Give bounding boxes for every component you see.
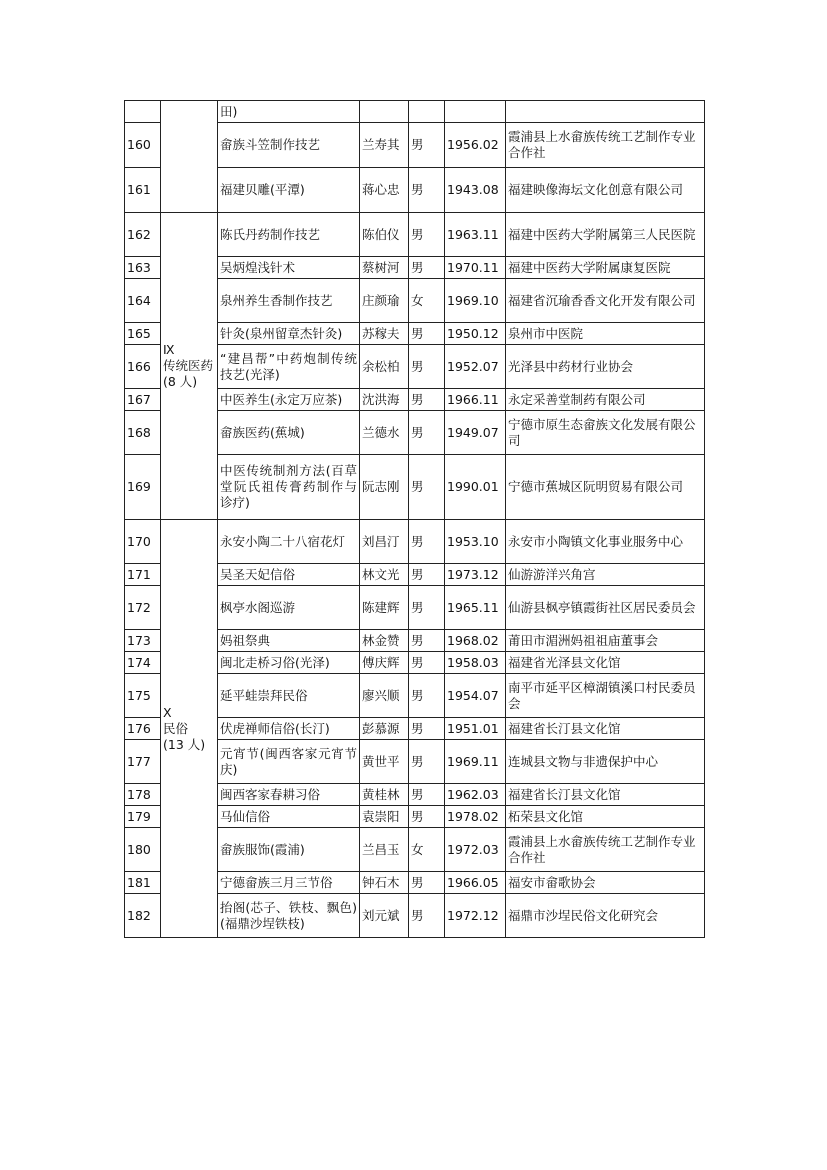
gender: 男 — [409, 257, 445, 279]
category-numeral: Ⅸ — [163, 342, 175, 357]
project-name: 畲族医药(蕉城) — [218, 411, 360, 455]
birth-date — [445, 101, 506, 123]
project-name: 畲族服饰(霞浦) — [218, 828, 360, 872]
inheritor-name: 蔡树河 — [360, 257, 409, 279]
row-number: 161 — [125, 168, 161, 213]
protection-unit: 福建省光泽县文化馆 — [506, 652, 705, 674]
row-number: 176 — [125, 718, 161, 740]
row-number: 163 — [125, 257, 161, 279]
birth-date: 1950.12 — [445, 323, 506, 345]
row-number: 166 — [125, 345, 161, 389]
project-name: 元宵节(闽西客家元宵节庆) — [218, 740, 360, 784]
project-name: 闽北走桥习俗(光泽) — [218, 652, 360, 674]
birth-date: 1966.11 — [445, 389, 506, 411]
gender: 男 — [409, 168, 445, 213]
gender: 男 — [409, 784, 445, 806]
birth-date: 1990.01 — [445, 455, 506, 520]
birth-date: 1978.02 — [445, 806, 506, 828]
inheritor-name: 余松柏 — [360, 345, 409, 389]
protection-unit: 柘荣县文化馆 — [506, 806, 705, 828]
category-cell-medicine — [161, 213, 218, 520]
category-cell-folk — [161, 520, 218, 938]
gender: 女 — [409, 279, 445, 323]
inheritor-name: 兰德水 — [360, 411, 409, 455]
inheritor-name: 林文光 — [360, 564, 409, 586]
inheritor-name: 黄桂林 — [360, 784, 409, 806]
protection-unit: 福建映像海坛文化创意有限公司 — [506, 168, 705, 213]
project-name: 伏虎禅师信俗(长汀) — [218, 718, 360, 740]
category-numeral: Ⅹ — [163, 704, 172, 720]
inheritor-name: 刘元斌 — [360, 894, 409, 938]
birth-date: 1972.03 — [445, 828, 506, 872]
project-name: 延平蛙崇拜民俗 — [218, 674, 360, 718]
gender: 男 — [409, 674, 445, 718]
inheritor-name: 傅庆辉 — [360, 652, 409, 674]
birth-date: 1952.07 — [445, 345, 506, 389]
project-name: 陈氏丹药制作技艺 — [218, 213, 360, 257]
gender: 男 — [409, 323, 445, 345]
protection-unit: 永定采善堂制药有限公司 — [506, 389, 705, 411]
protection-unit: 福建中医药大学附属康复医院 — [506, 257, 705, 279]
row-number: 171 — [125, 564, 161, 586]
row-number: 178 — [125, 784, 161, 806]
gender: 男 — [409, 123, 445, 168]
gender: 男 — [409, 586, 445, 630]
birth-date: 1954.07 — [445, 674, 506, 718]
project-name: 抬阁(芯子、铁枝、飘色)(福鼎沙埕铁枝) — [218, 894, 360, 938]
gender: 男 — [409, 630, 445, 652]
protection-unit: 泉州市中医院 — [506, 323, 705, 345]
project-name: 吴炳煌浅针术 — [218, 257, 360, 279]
inheritor-name — [360, 101, 409, 123]
birth-date: 1943.08 — [445, 168, 506, 213]
birth-date: 1972.12 — [445, 894, 506, 938]
category-name: 民俗 — [163, 720, 189, 736]
birth-date: 1949.07 — [445, 411, 506, 455]
birth-date: 1969.11 — [445, 740, 506, 784]
row-number: 170 — [125, 520, 161, 564]
protection-unit: 福建省长汀县文化馆 — [506, 784, 705, 806]
category-cell-continued — [161, 101, 218, 213]
inheritor-name: 兰昌玉 — [360, 828, 409, 872]
project-name: 闽西客家春耕习俗 — [218, 784, 360, 806]
birth-date: 1956.02 — [445, 123, 506, 168]
row-number: 169 — [125, 455, 161, 520]
gender — [409, 101, 445, 123]
project-name: 中医养生(永定万应茶) — [218, 389, 360, 411]
row-number: 175 — [125, 674, 161, 718]
inheritor-name: 彭慕源 — [360, 718, 409, 740]
table-row — [125, 213, 705, 257]
row-number: 182 — [125, 894, 161, 938]
project-name: 畲族斗笠制作技艺 — [218, 123, 360, 168]
birth-date: 1970.11 — [445, 257, 506, 279]
row-number: 174 — [125, 652, 161, 674]
birth-date: 1969.10 — [445, 279, 506, 323]
row-number: 164 — [125, 279, 161, 323]
gender: 男 — [409, 411, 445, 455]
birth-date: 1966.05 — [445, 872, 506, 894]
protection-unit: 光泽县中药材行业协会 — [506, 345, 705, 389]
gender: 男 — [409, 389, 445, 411]
row-number: 167 — [125, 389, 161, 411]
inheritor-name: 廖兴顺 — [360, 674, 409, 718]
category-count: (13 人) — [163, 736, 206, 752]
inheritor-name: 袁崇阳 — [360, 806, 409, 828]
birth-date: 1963.11 — [445, 213, 506, 257]
row-number: 179 — [125, 806, 161, 828]
project-name: 泉州养生香制作技艺 — [218, 279, 360, 323]
project-name: 田) — [218, 101, 360, 123]
inheritor-name: 兰寿其 — [360, 123, 409, 168]
protection-unit: 宁德市蕉城区阮明贸易有限公司 — [506, 455, 705, 520]
project-name: 福建贝雕(平潭) — [218, 168, 360, 213]
category-count: (8 人) — [163, 374, 198, 389]
protection-unit: 霞浦县上水畲族传统工艺制作专业合作社 — [506, 123, 705, 168]
inheritor-name: 蒋心忠 — [360, 168, 409, 213]
row-number: 165 — [125, 323, 161, 345]
protection-unit: 连城县文物与非遗保护中心 — [506, 740, 705, 784]
gender: 男 — [409, 564, 445, 586]
inheritor-name: 阮志刚 — [360, 455, 409, 520]
inheritor-name: 黄世平 — [360, 740, 409, 784]
gender: 男 — [409, 806, 445, 828]
inheritor-name: 庄颜瑜 — [360, 279, 409, 323]
inheritor-name: 刘昌汀 — [360, 520, 409, 564]
project-name: 中医传统制剂方法(百草堂阮氏祖传膏药制作与诊疗) — [218, 455, 360, 520]
birth-date: 1965.11 — [445, 586, 506, 630]
row-number: 177 — [125, 740, 161, 784]
project-name: 永安小陶二十八宿花灯 — [218, 520, 360, 564]
protection-unit: 福安市畲歌协会 — [506, 872, 705, 894]
protection-unit: 仙游县枫亭镇霞街社区居民委员会 — [506, 586, 705, 630]
protection-unit: 永安市小陶镇文化事业服务中心 — [506, 520, 705, 564]
inheritor-name: 钟石木 — [360, 872, 409, 894]
protection-unit: 仙游游洋兴角宫 — [506, 564, 705, 586]
gender: 男 — [409, 740, 445, 784]
birth-date: 1968.02 — [445, 630, 506, 652]
birth-date: 1973.12 — [445, 564, 506, 586]
gender: 男 — [409, 345, 445, 389]
birth-date: 1953.10 — [445, 520, 506, 564]
gender: 男 — [409, 455, 445, 520]
protection-unit: 福鼎市沙埕民俗文化研究会 — [506, 894, 705, 938]
protection-unit: 莆田市湄洲妈祖祖庙董事会 — [506, 630, 705, 652]
row-number: 168 — [125, 411, 161, 455]
table-row — [125, 101, 705, 123]
protection-unit: 福建中医药大学附属第三人民医院 — [506, 213, 705, 257]
birth-date: 1962.03 — [445, 784, 506, 806]
project-name: 针灸(泉州留章杰针灸) — [218, 323, 360, 345]
row-number: 160 — [125, 123, 161, 168]
inheritor-name: 陈伯仪 — [360, 213, 409, 257]
birth-date: 1951.01 — [445, 718, 506, 740]
project-name: 马仙信俗 — [218, 806, 360, 828]
project-name: “建昌帮”中药炮制传统技艺(光泽) — [218, 345, 360, 389]
protection-unit: 福建省沉瑜香香文化开发有限公司 — [506, 279, 705, 323]
gender: 男 — [409, 872, 445, 894]
row-number: 172 — [125, 586, 161, 630]
row-number: 173 — [125, 630, 161, 652]
protection-unit: 南平市延平区樟湖镇溪口村民委员会 — [506, 674, 705, 718]
protection-unit: 福建省长汀县文化馆 — [506, 718, 705, 740]
inheritor-name: 陈建辉 — [360, 586, 409, 630]
project-name: 宁德畲族三月三节俗 — [218, 872, 360, 894]
row-number — [125, 101, 161, 123]
birth-date: 1958.03 — [445, 652, 506, 674]
inheritor-table — [124, 100, 705, 938]
table-row — [125, 520, 705, 564]
inheritor-name: 林金赞 — [360, 630, 409, 652]
gender: 男 — [409, 652, 445, 674]
category-name: 传统医药 — [163, 358, 214, 373]
protection-unit: 霞浦县上水畲族传统工艺制作专业合作社 — [506, 828, 705, 872]
gender: 男 — [409, 894, 445, 938]
gender: 男 — [409, 520, 445, 564]
row-number: 162 — [125, 213, 161, 257]
project-name: 枫亭水阁巡游 — [218, 586, 360, 630]
project-name: 吴圣天妃信俗 — [218, 564, 360, 586]
protection-unit — [506, 101, 705, 123]
inheritor-name: 苏稼夫 — [360, 323, 409, 345]
row-number: 181 — [125, 872, 161, 894]
gender: 男 — [409, 718, 445, 740]
protection-unit: 宁德市原生态畲族文化发展有限公司 — [506, 411, 705, 455]
inheritor-name: 沈洪海 — [360, 389, 409, 411]
row-number: 180 — [125, 828, 161, 872]
project-name: 妈祖祭典 — [218, 630, 360, 652]
gender: 女 — [409, 828, 445, 872]
gender: 男 — [409, 213, 445, 257]
